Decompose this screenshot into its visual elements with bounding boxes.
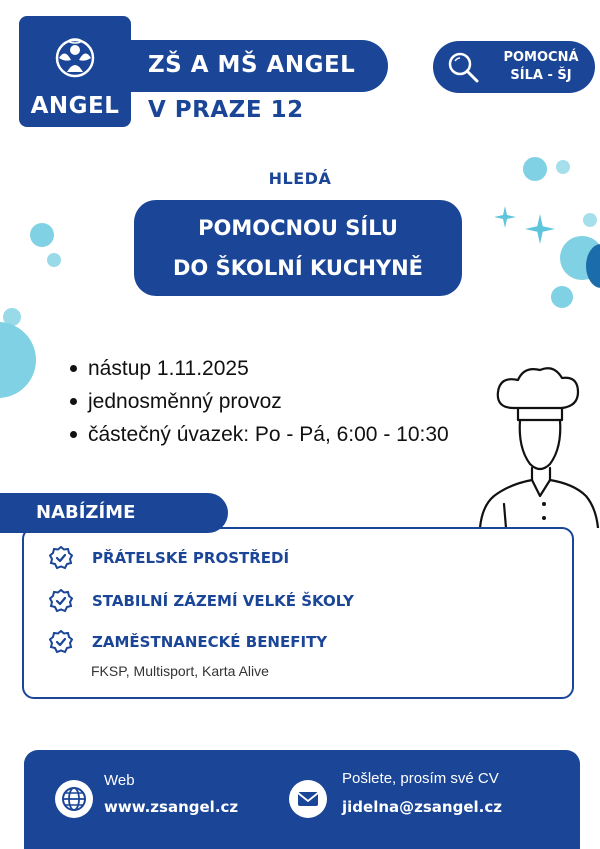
web-link[interactable]: www.zsangel.cz [104, 798, 239, 816]
sparkle-icon [525, 214, 555, 244]
check-badge-icon [49, 630, 73, 654]
angel-icon [19, 28, 131, 88]
school-name: ZŠ A MŠ ANGEL [148, 52, 356, 78]
job-detail-hours: částečný úvazek: Po - Pá, 6:00 - 10:30 [70, 418, 449, 451]
web-label: Web [104, 772, 135, 789]
offer-item [49, 546, 289, 570]
decor-bubble [0, 322, 36, 398]
contact-footer [24, 750, 580, 849]
logo-text: ANGEL [30, 93, 120, 119]
check-badge-icon [49, 546, 73, 570]
headline-line1: POMOCNOU SÍLU [198, 216, 398, 240]
decor-bubble [30, 223, 54, 247]
envelope-icon [289, 780, 327, 818]
globe-icon [55, 780, 93, 818]
kicker-text: HLEDÁ [268, 169, 332, 188]
school-logo [19, 16, 131, 127]
headline-line2: DO ŠKOLNÍ KUCHYNĚ [172, 256, 424, 280]
chef-illustration [474, 364, 600, 528]
job-details-list [70, 352, 449, 451]
job-detail-start: nástup 1.11.2025 [70, 352, 449, 385]
headline-banner [134, 200, 462, 296]
offer-item [49, 630, 327, 654]
decor-bubble [3, 308, 21, 326]
position-tag [433, 41, 595, 93]
check-badge-icon [49, 589, 73, 613]
offer-item [49, 589, 354, 613]
search-icon [445, 49, 481, 85]
offer-item-label: PŘÁTELSKÉ PROSTŘEDÍ [92, 549, 290, 567]
decor-bubble [47, 253, 61, 267]
offer-item-label: ZAMĚSTNANECKÉ BENEFITY [92, 633, 328, 651]
position-tag-line1: POMOCNÁ [503, 50, 579, 65]
offer-item-label: STABILNÍ ZÁZEMÍ VELKÉ ŠKOLY [92, 592, 354, 610]
decor-bubble [583, 213, 597, 227]
benefits-detail: FKSP, Multisport, Karta Alive [91, 663, 269, 679]
decor-bubble [551, 286, 573, 308]
school-location: V PRAZE 12 [148, 97, 304, 123]
position-tag-line2: SÍLA - ŠJ [510, 68, 572, 83]
position-tag-text [491, 49, 591, 85]
email-link[interactable]: jidelna@zsangel.cz [342, 798, 502, 816]
cv-label: Pošlete, prosím své CV [342, 770, 499, 787]
sparkle-icon [494, 206, 516, 228]
job-detail-shift: jednosměnný provoz [70, 385, 449, 418]
offer-heading: NABÍZÍME [0, 493, 228, 533]
